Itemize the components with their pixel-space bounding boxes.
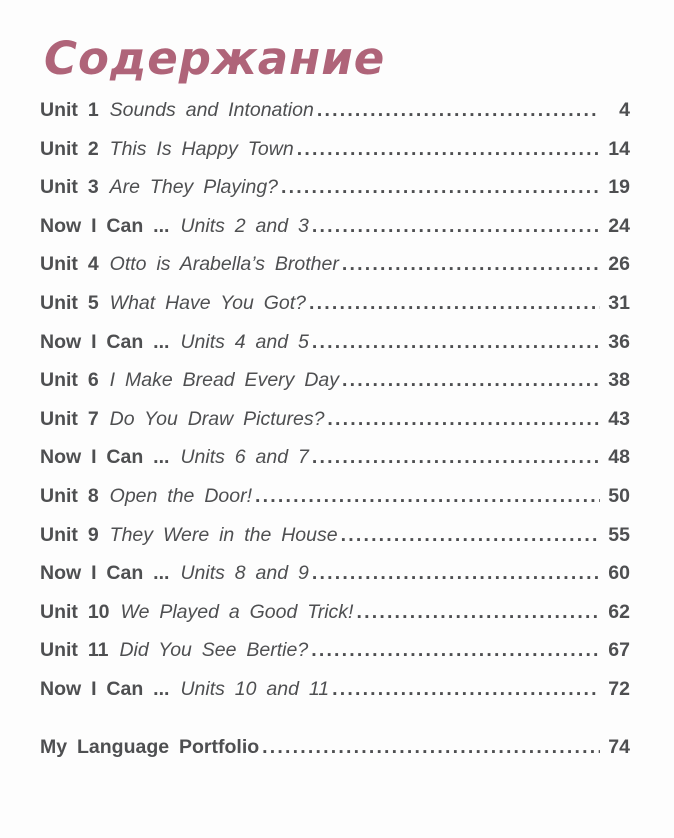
entry-label: Unit 10 (40, 600, 110, 623)
dot-leader (317, 99, 600, 122)
toc-entry (40, 369, 630, 408)
dot-leader (312, 331, 600, 354)
dot-leader (255, 485, 600, 508)
dot-leader (309, 292, 600, 315)
entry-title: Units 6 and 7 (180, 446, 309, 469)
dot-leader (327, 408, 600, 431)
entry-label: Now I Can ... (40, 562, 170, 585)
toc-entry (40, 485, 630, 524)
dot-leader (312, 562, 600, 585)
page-number: 74 (608, 735, 630, 758)
entry-label: Now I Can ... (40, 678, 170, 700)
entry-label: Unit 1 (40, 99, 99, 122)
entry-label: Unit 8 (40, 485, 99, 508)
page-number: 24 (608, 214, 630, 237)
toc-entry (40, 99, 630, 138)
dot-leader (311, 639, 600, 662)
dot-leader (342, 369, 600, 392)
page-number: 36 (608, 330, 630, 353)
entry-label: Unit 2 (40, 137, 99, 160)
dot-leader (332, 678, 600, 701)
dot-leader (262, 736, 600, 759)
page-number: 19 (608, 176, 630, 199)
dot-leader (341, 524, 600, 547)
entry-label: Unit 3 (40, 176, 99, 199)
toc-entry (40, 446, 630, 485)
page-number: 31 (608, 292, 630, 315)
toc-entry (40, 562, 630, 601)
dot-leader (297, 138, 600, 161)
entry-label: Now I Can ... (40, 446, 170, 469)
toc-entry (40, 253, 630, 292)
page-number: 48 (608, 446, 630, 469)
entry-title: Units 10 and 11 (180, 678, 330, 700)
dot-leader (342, 253, 600, 276)
entry-label: Unit 7 (40, 407, 99, 430)
entry-title: We Played a Good Trick! (120, 600, 354, 623)
page-number: 55 (608, 523, 630, 546)
dot-leader (312, 215, 600, 238)
page-number: 14 (608, 137, 630, 160)
entry-label: Unit 11 (40, 639, 109, 662)
entry-title: What Have You Got? (109, 292, 307, 315)
entry-label: Unit 9 (40, 523, 99, 546)
toc-entry (40, 601, 630, 640)
entry-title: Units 4 and 5 (180, 330, 309, 353)
entry-title: Sounds and Intonation (109, 99, 314, 122)
dot-leader (312, 446, 600, 469)
page-title: Содержание (44, 32, 386, 85)
page-number: 62 (608, 600, 630, 623)
entry-label: Unit 5 (40, 292, 99, 315)
toc-entry (40, 292, 630, 331)
toc-entry (40, 176, 630, 215)
toc-list (40, 99, 630, 774)
toc-entry (40, 408, 630, 447)
entry-title: Otto is Arabella’s Brother (109, 253, 339, 276)
dot-leader (281, 176, 600, 199)
page-number: 26 (608, 253, 630, 276)
entry-label: Now I Can ... (40, 330, 170, 353)
entry-title: Did You See Bertie? (119, 639, 309, 662)
page-number: 72 (608, 678, 630, 700)
entry-label: Now I Can ... (40, 214, 170, 237)
toc-entry (40, 215, 630, 254)
toc-entry (40, 678, 630, 717)
entry-title: I Make Bread Every Day (109, 369, 340, 392)
toc-entry (40, 736, 630, 775)
entry-label: Unit 6 (40, 369, 99, 392)
entry-label: Unit 4 (40, 253, 99, 276)
entry-title: Open the Door! (109, 485, 253, 508)
page-number: 50 (608, 485, 630, 508)
page-number: 60 (608, 562, 630, 585)
entry-title: This Is Happy Town (109, 137, 294, 160)
page-number: 67 (608, 639, 630, 662)
entry-title: Units 2 and 3 (180, 214, 309, 237)
dot-leader (356, 601, 600, 624)
entry-title: Units 8 and 9 (180, 562, 309, 585)
entry-title: Do You Draw Pictures? (109, 407, 325, 430)
toc-entry (40, 138, 630, 177)
entry-label: My Language Portfolio (40, 735, 260, 758)
toc-entry (40, 331, 630, 370)
page-number: 4 (619, 99, 630, 122)
page-number: 43 (608, 407, 630, 430)
page-number: 38 (608, 369, 630, 392)
entry-title: They Were in the House (109, 523, 338, 546)
toc-entry (40, 639, 630, 678)
entry-title: Are They Playing? (109, 176, 279, 199)
toc-entry (40, 524, 630, 563)
